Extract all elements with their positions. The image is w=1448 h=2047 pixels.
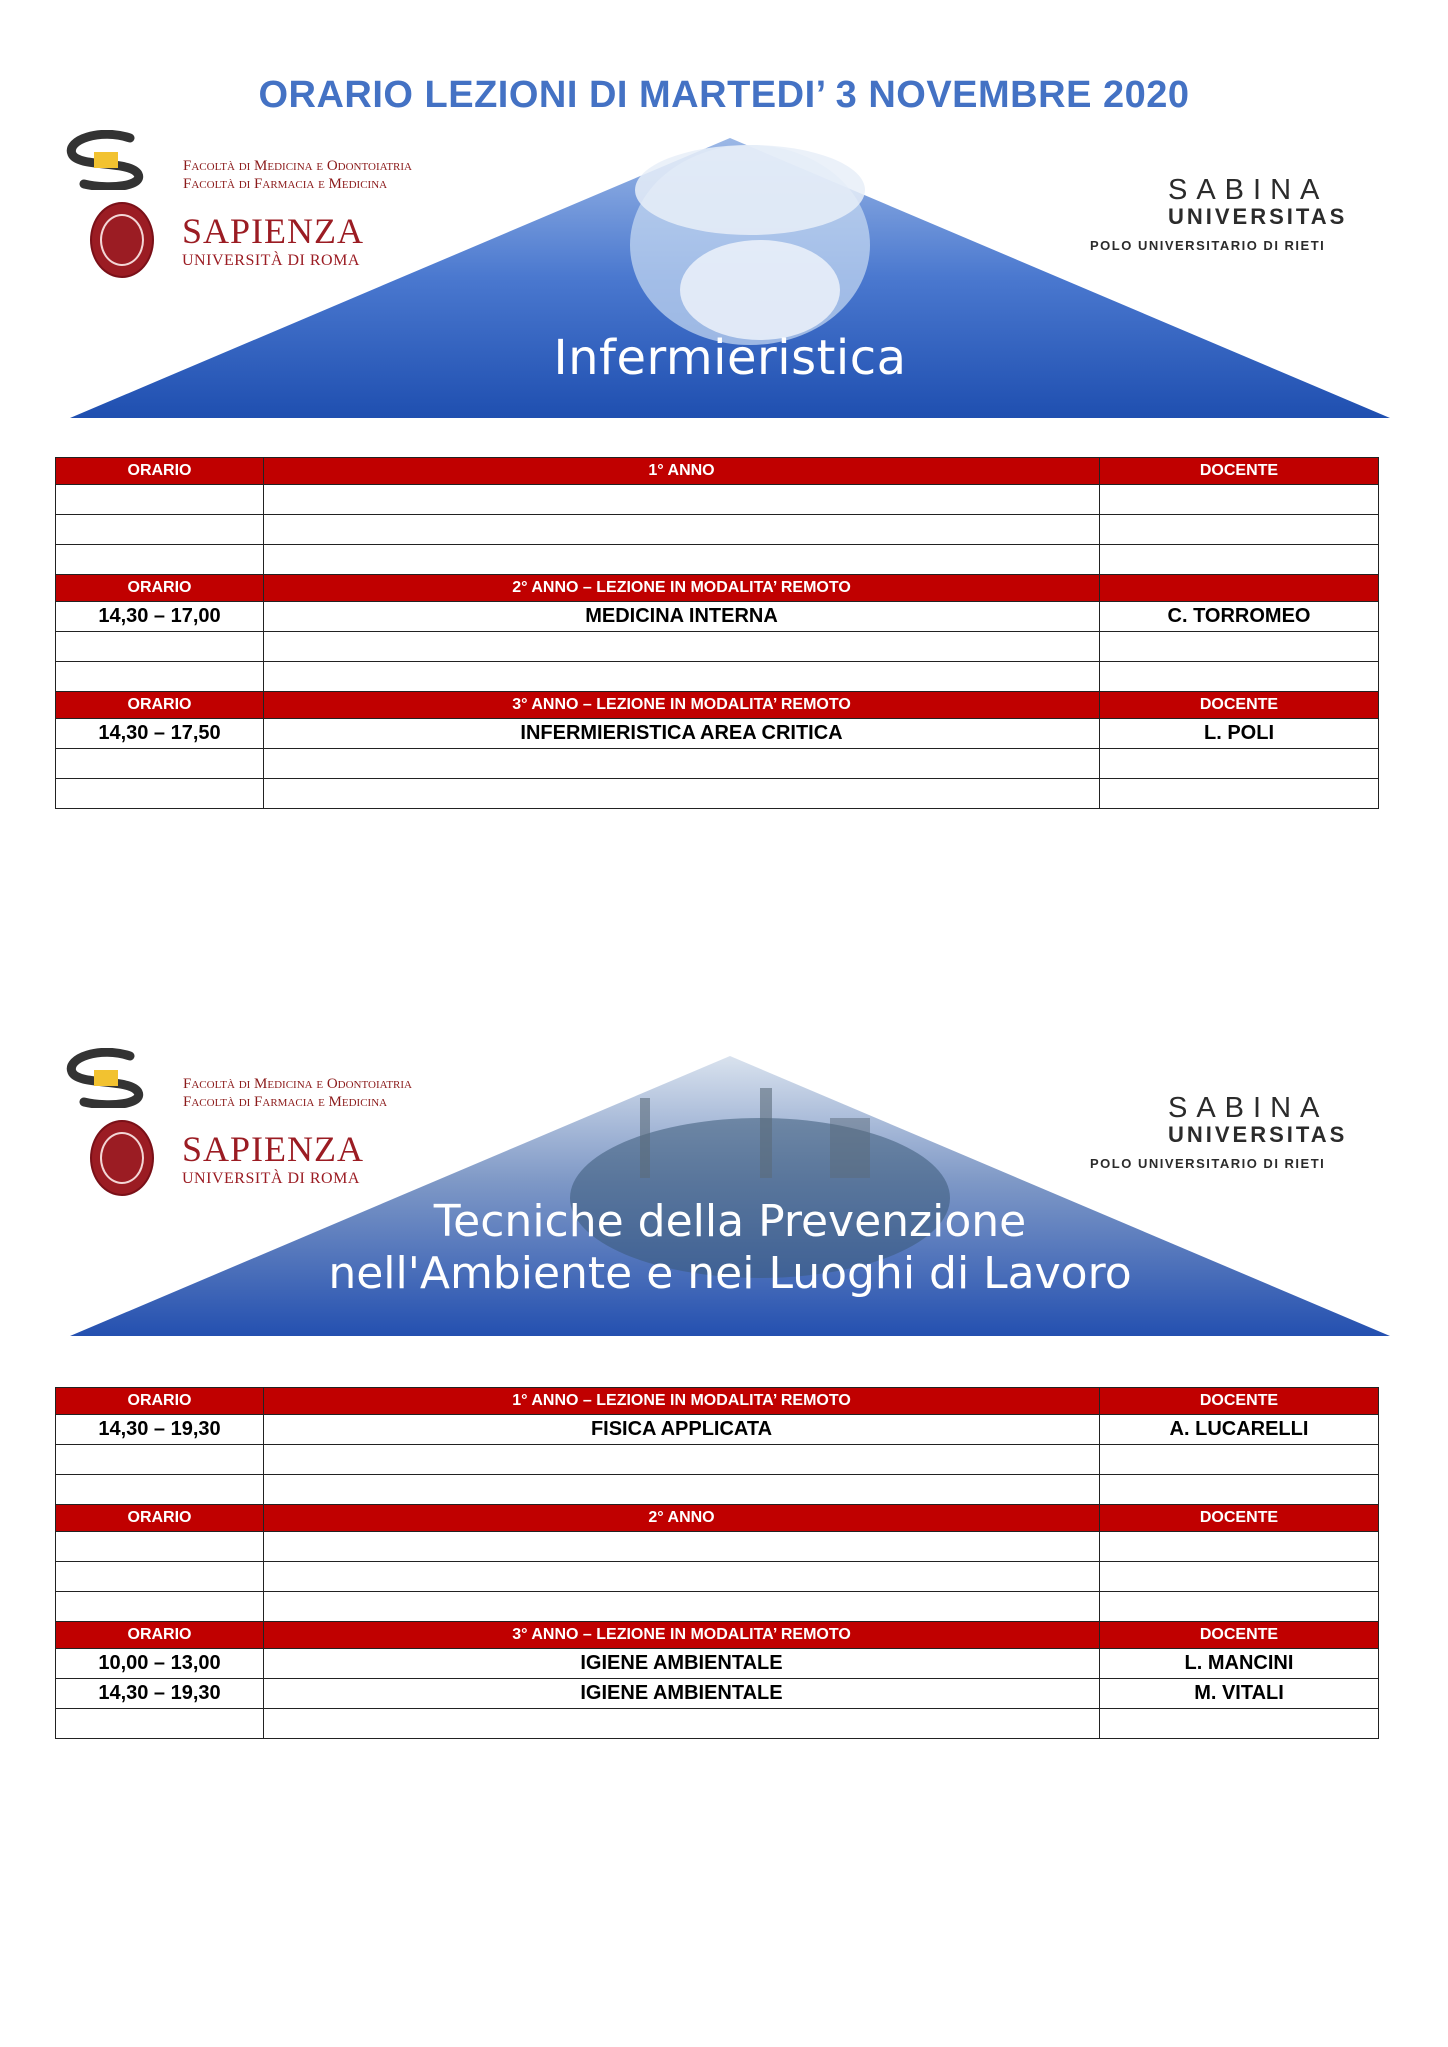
cell-time	[56, 749, 264, 779]
cell-subject	[264, 485, 1100, 515]
course-name-line-2: nell'Ambiente e nei Luoghi di Lavoro	[328, 1248, 1132, 1299]
cell-teacher	[1100, 1475, 1379, 1505]
cell-subject	[264, 545, 1100, 575]
cell-subject	[264, 779, 1100, 809]
table-row	[56, 1649, 1379, 1679]
cell-teacher: M. VITALI	[1100, 1679, 1379, 1709]
sabina-universitas: UNIVERSITAS	[1168, 1122, 1348, 1147]
cell-teacher: C. TORROMEO	[1100, 602, 1379, 632]
header-time: ORARIO	[56, 458, 264, 485]
section-header-row	[56, 1388, 1379, 1415]
cell-subject	[264, 1445, 1100, 1475]
sapienza-seal-icon	[90, 1120, 154, 1196]
banner-infermieristica	[60, 130, 1400, 420]
table-row	[56, 1445, 1379, 1475]
header-time: ORARIO	[56, 1622, 264, 1649]
header-teacher	[1100, 575, 1379, 602]
faculty-line-1: Facoltà di Medicina e Odontoiatria	[183, 158, 412, 174]
table-row	[56, 485, 1379, 515]
table-row	[56, 545, 1379, 575]
table-row	[56, 749, 1379, 779]
cell-teacher	[1100, 515, 1379, 545]
cell-time	[56, 1592, 264, 1622]
cell-time	[56, 485, 264, 515]
table-row	[56, 1679, 1379, 1709]
header-teacher: DOCENTE	[1100, 1505, 1379, 1532]
header-subject: 1° ANNO – LEZIONE IN MODALITA’ REMOTO	[264, 1388, 1100, 1415]
cell-time: 14,30 – 17,00	[56, 602, 264, 632]
cell-time	[56, 632, 264, 662]
cell-time	[56, 1532, 264, 1562]
table-row	[56, 1532, 1379, 1562]
banner-tecniche-prevenzione	[60, 1048, 1400, 1338]
course-name-line-1: Tecniche della Prevenzione	[433, 1196, 1027, 1247]
cell-time	[56, 779, 264, 809]
sapienza-name: SAPIENZA	[182, 211, 365, 251]
cell-time: 14,30 – 17,50	[56, 719, 264, 749]
cell-subject	[264, 1709, 1100, 1739]
header-time: ORARIO	[56, 1505, 264, 1532]
cell-time	[56, 1445, 264, 1475]
sabina-polo: POLO UNIVERSITARIO DI RIETI	[1090, 1156, 1326, 1171]
header-teacher: DOCENTE	[1100, 1622, 1379, 1649]
header-subject: 2° ANNO – LEZIONE IN MODALITA’ REMOTO	[264, 575, 1100, 602]
cell-time: 10,00 – 13,00	[56, 1649, 264, 1679]
sapienza-name: SAPIENZA	[182, 1129, 365, 1169]
section-header-row	[56, 575, 1379, 602]
cell-time: 14,30 – 19,30	[56, 1679, 264, 1709]
cell-subject	[264, 749, 1100, 779]
cell-time	[56, 1475, 264, 1505]
table-row	[56, 602, 1379, 632]
section-header-row	[56, 1505, 1379, 1532]
cell-subject: FISICA APPLICATA	[264, 1415, 1100, 1445]
cell-subject	[264, 632, 1100, 662]
cell-teacher: L. MANCINI	[1100, 1649, 1379, 1679]
sapienza-seal-icon	[90, 202, 154, 278]
cell-subject	[264, 662, 1100, 692]
table-row	[56, 779, 1379, 809]
page-title: ORARIO LEZIONI DI MARTEDI’ 3 NOVEMBRE 2020	[258, 74, 1190, 116]
faculty-line-2: Facoltà di Farmacia e Medicina	[183, 176, 388, 192]
section-header-row	[56, 692, 1379, 719]
table-row	[56, 1592, 1379, 1622]
cell-subject: IGIENE AMBIENTALE	[264, 1679, 1100, 1709]
header-time: ORARIO	[56, 1388, 264, 1415]
header-subject: 2° ANNO	[264, 1505, 1100, 1532]
sabina-title: SABINA	[1168, 174, 1329, 206]
faculty-line-2: Facoltà di Farmacia e Medicina	[183, 1094, 388, 1110]
cell-teacher	[1100, 1709, 1379, 1739]
header-subject: 3° ANNO – LEZIONE IN MODALITA’ REMOTO	[264, 692, 1100, 719]
cell-teacher	[1100, 545, 1379, 575]
cell-subject: IGIENE AMBIENTALE	[264, 1649, 1100, 1679]
cell-teacher	[1100, 779, 1379, 809]
cell-subject	[264, 1562, 1100, 1592]
cell-subject	[264, 1475, 1100, 1505]
cell-subject	[264, 1532, 1100, 1562]
table-row	[56, 719, 1379, 749]
sabina-logo-icon	[60, 1048, 152, 1108]
cell-teacher	[1100, 1592, 1379, 1622]
cell-teacher	[1100, 632, 1379, 662]
cell-teacher	[1100, 749, 1379, 779]
cell-teacher: A. LUCARELLI	[1100, 1415, 1379, 1445]
sabina-logo-icon	[60, 130, 152, 190]
schedule-table-tecniche-prevenzione	[55, 1387, 1379, 1739]
cell-time	[56, 1562, 264, 1592]
cell-time	[56, 662, 264, 692]
table-row	[56, 662, 1379, 692]
table-row	[56, 515, 1379, 545]
cell-time	[56, 1709, 264, 1739]
cell-teacher	[1100, 1562, 1379, 1592]
cell-teacher	[1100, 1445, 1379, 1475]
cell-teacher: L. POLI	[1100, 719, 1379, 749]
header-subject: 1° ANNO	[264, 458, 1100, 485]
cell-teacher	[1100, 485, 1379, 515]
cell-time	[56, 515, 264, 545]
cell-teacher	[1100, 662, 1379, 692]
cell-subject	[264, 1592, 1100, 1622]
sabina-polo: POLO UNIVERSITARIO DI RIETI	[1090, 238, 1326, 253]
cell-subject: INFERMIERISTICA AREA CRITICA	[264, 719, 1100, 749]
sapienza-subtitle: UNIVERSITÀ DI ROMA	[182, 252, 360, 269]
table-row	[56, 1415, 1379, 1445]
header-subject: 3° ANNO – LEZIONE IN MODALITA’ REMOTO	[264, 1622, 1100, 1649]
header-teacher: DOCENTE	[1100, 458, 1379, 485]
header-teacher: DOCENTE	[1100, 692, 1379, 719]
header-time: ORARIO	[56, 692, 264, 719]
header-time: ORARIO	[56, 575, 264, 602]
cell-subject	[264, 515, 1100, 545]
course-name	[60, 1196, 1400, 1300]
course-name: Infermieristica	[553, 330, 907, 386]
section-header-row	[56, 1622, 1379, 1649]
schedule-table-infermieristica	[55, 457, 1379, 809]
sapienza-subtitle: UNIVERSITÀ DI ROMA	[182, 1170, 360, 1187]
table-row	[56, 632, 1379, 662]
table-row	[56, 1475, 1379, 1505]
cell-time: 14,30 – 19,30	[56, 1415, 264, 1445]
faculty-text	[183, 157, 412, 193]
sabina-universitas: UNIVERSITAS	[1168, 204, 1348, 229]
cell-teacher	[1100, 1532, 1379, 1562]
table-row	[56, 1709, 1379, 1739]
sabina-title: SABINA	[1168, 1092, 1329, 1124]
cell-time	[56, 545, 264, 575]
faculty-line-1: Facoltà di Medicina e Odontoiatria	[183, 1076, 412, 1092]
table-row	[56, 1562, 1379, 1592]
cell-subject: MEDICINA INTERNA	[264, 602, 1100, 632]
section-header-row	[56, 458, 1379, 485]
faculty-text	[183, 1075, 412, 1111]
header-teacher: DOCENTE	[1100, 1388, 1379, 1415]
